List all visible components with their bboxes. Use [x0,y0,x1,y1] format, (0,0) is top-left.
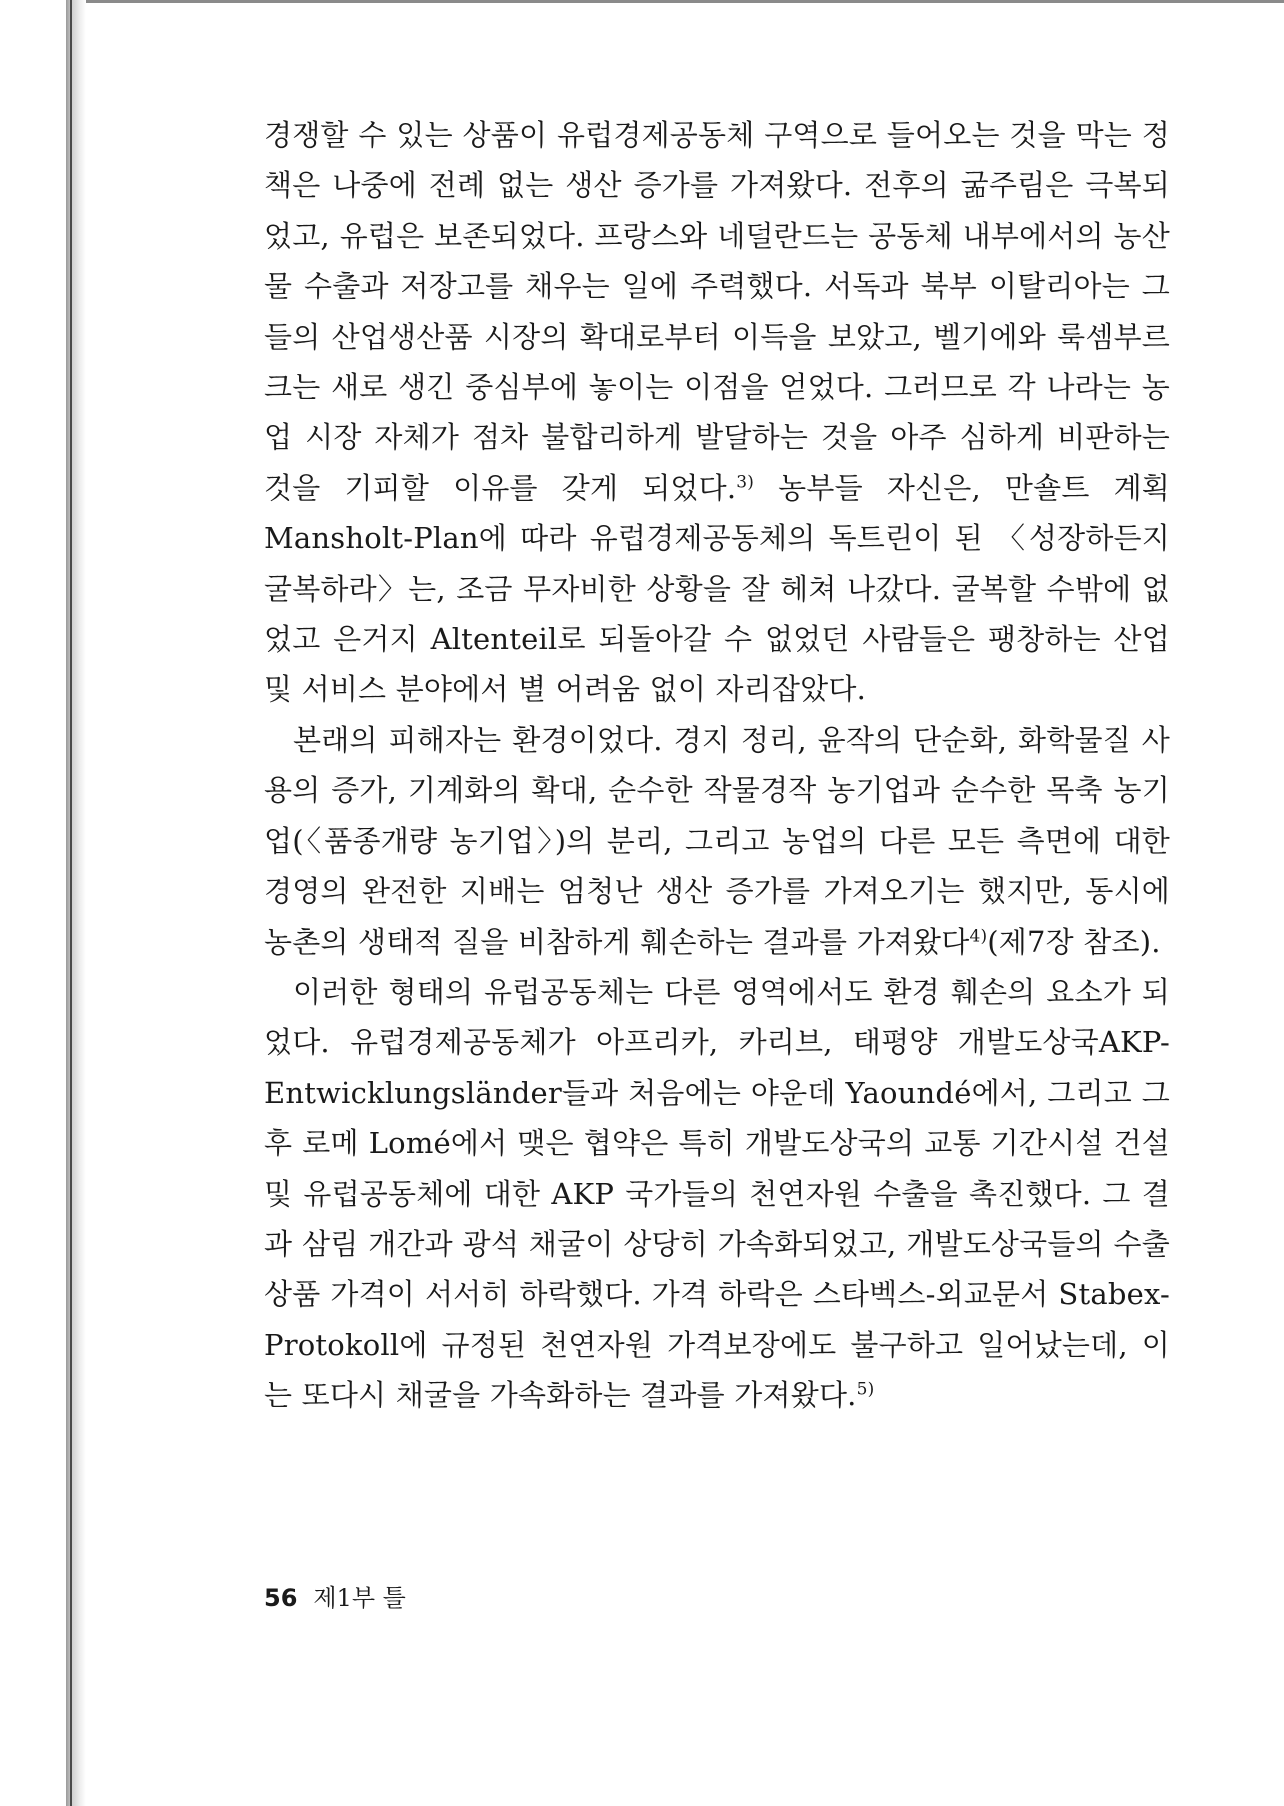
running-section-title: 제1부 틀 [313,1584,406,1612]
body-text [264,110,1170,1421]
footnote-marker-5: 5) [856,1379,875,1400]
footnote-marker-3: 3) [736,472,755,493]
paragraph-3 [264,967,1170,1421]
paragraph-2-text: 본래의 피해자는 환경이었다. 경지 정리, 윤작의 단순화, 화학물질 사용의 증가, 기계화의 확대, 순수한 작물경작 농기업과 순수한 목축 농기업(〈품종개량 농기업〉)의 분리, 그리고 농업의 다른 모든 측면에 대한 경영의 완전한 지배는 엄청난 생산 증가를 가져오기는 했지만, 동시에 농촌의 생태적 질을 비참하게 훼손하는 결과를 가져왔다 [264,722,1170,959]
book-spine [66,0,86,1806]
page-footer [264,1578,406,1613]
spine-edge-line [70,0,72,1806]
paragraph-1-text-after: 농부들 자신은, 만숄트 계획Mansholt-Plan에 따라 유럽경제공동체의 독트린이 된 〈성장하든지 굴복하라〉는, 조금 무자비한 상황을 잘 헤쳐 나갔다. 굴복할 수밖에 없었고 은거지 Altenteil로 되돌아갈 수 없었던 사람들은 팽창하는 산업 및 서비스 분야에서 별 어려움 없이 자리잡았다. [264,470,1170,707]
paragraph-3-text: 이러한 형태의 유럽공동체는 다른 영역에서도 환경 훼손의 요소가 되었다. 유럽경제공동체가 아프리카, 카리브, 태평양 개발도상국AKP-Entwicklungsländer들과 처음에는 야운데 Yaoundé에서, 그리고 그 후 로메 Lomé에서 맺은 협약은 특히 개발도상국의 교통 기간시설 건설 및 유럽공동체에 대한 AKP 국가들의 천연자원 수출을 촉진했다. 그 결과 삼림 개간과 광석 채굴이 상당히 가속화되었고, 개발도상국들의 수출상품 가격이 서서히 하락했다. 가격 하락은 스타벡스-외교문서 Stabex-Protokoll에 규정된 천연자원 가격보장에도 불구하고 일어났는데, 이는 또다시 채굴을 가속화하는 결과를 가져왔다. [264,974,1170,1413]
paragraph-1-text: 경쟁할 수 있는 상품이 유럽경제공동체 구역으로 들어오는 것을 막는 정책은 나중에 전례 없는 생산 증가를 가져왔다. 전후의 굶주림은 극복되었고, 유럽은 보존되었다. 프랑스와 네덜란드는 공동체 내부에서의 농산물 수출과 저장고를 채우는 일에 주력했다. 서독과 북부 이탈리아는 그들의 산업생산품 시장의 확대로부터 이득을 보았고, 벨기에와 룩셈부르크는 새로 생긴 중심부에 놓이는 이점을 얻었다. 그러므로 각 나라는 농업 시장 자체가 점차 불합리하게 발달하는 것을 아주 심하게 비판하는 것을 기피할 이유를 갖게 되었다. [264,118,1170,505]
paragraph-2-text-after: (제7장 참조). [987,924,1161,959]
paragraph-2 [264,715,1170,967]
page-number: 56 [264,1584,298,1612]
footnote-marker-4: 4) [969,925,988,946]
paragraph-1 [264,110,1170,715]
